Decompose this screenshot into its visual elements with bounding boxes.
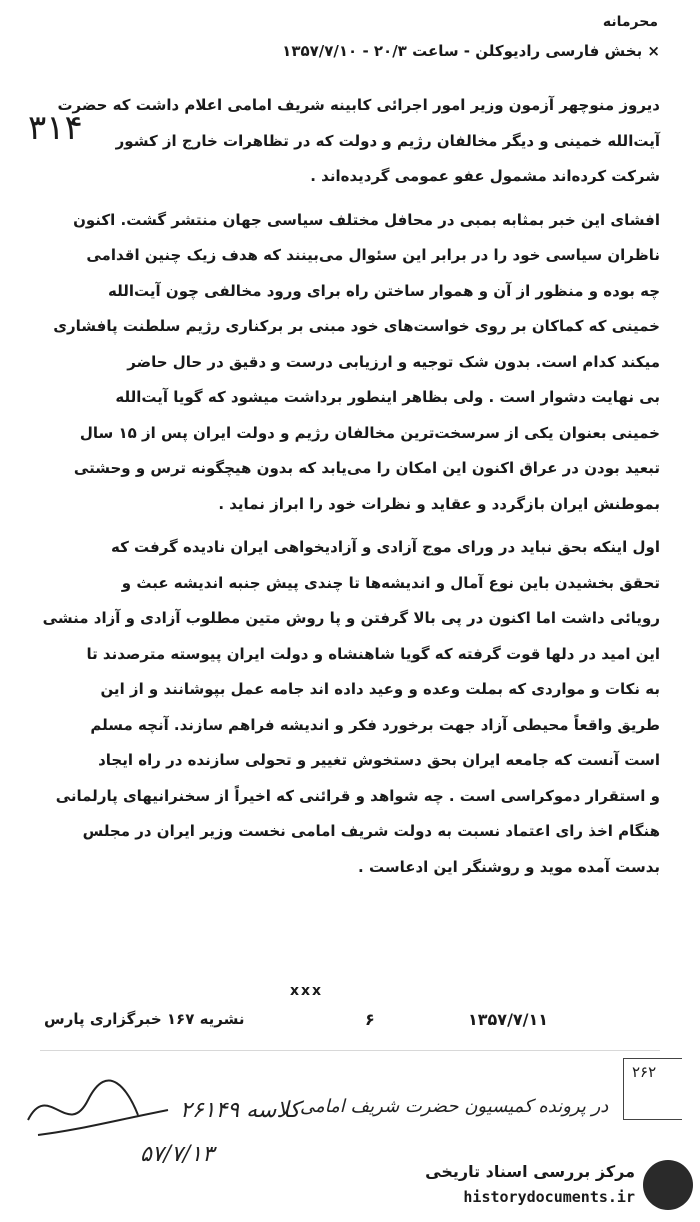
watermark-url: historydocuments.ir — [463, 1188, 635, 1206]
body-line: اول اینکه بحق نباید در ورای موج آزادی و آزادیخواهی ایران نادیده گرفت که — [110, 538, 660, 556]
body-line: بدست آمده موید و روشنگر این ادعاست . — [358, 857, 660, 876]
watermark-title: مرکز بررسی اسناد تاریخی — [425, 1162, 635, 1181]
footer-date: ۱۳۵۷/۷/۱۱ — [468, 1010, 549, 1029]
footer-source: نشریه ۱۶۷ خبرگزاری پارس — [44, 1010, 245, 1028]
archive-watermark — [408, 1160, 693, 1216]
classification-label: محرمانه — [602, 14, 658, 30]
body-line: خمینی که کماکان بر روی خواست‌های خود مبنی بر برکناری رژیم سلطنت پافشاری — [53, 317, 660, 335]
footer-page-number: ۶ — [365, 1010, 375, 1029]
body-line: بی نهایت دشوار است . ولی بظاهر اینطور برداشت میشود که گویا آیت‌الله — [115, 388, 660, 406]
body-line: آیت‌الله خمینی و دیگر مخالفان رژیم و دولت که در تظاهرات خارج از کشور — [115, 131, 660, 150]
body-line: تحقق بخشیدن باین نوع آمال و اندیشه‌ها تا چندی پیش جنبه اندیشه عبث و — [121, 573, 660, 592]
body-line: دیروز منوچهر آزمون وزیر امور اجرائی کابینه شریف امامی اعلام داشت که حضرت — [57, 96, 660, 114]
body-line: افشای این خبر بمثابه بمبی در محافل مختلف سیاسی جهان منتشر گشت. اکنون — [73, 210, 660, 229]
body-line: به نکات و مواردی که بملت وعده و وعید داده اند جامه عمل بپوشانند و از این — [100, 680, 660, 698]
footer-divider — [40, 1050, 660, 1051]
handwritten-date: ۵۷/۷/۱۳ — [140, 1142, 214, 1167]
corner-stamp — [623, 1058, 682, 1120]
body-line: ناظران سیاسی خود را در برابر این سئوال می‌بینند که هدف زیک چنین اقدامی — [86, 246, 660, 264]
body-line: طریق واقعاً محیطی آزاد جهت برخورد فکر و اندیشه فراهم سازند. آنچه مسلم — [90, 715, 660, 734]
body-line: تبعید بودن در عراق اکنون این امکان را می‌یابد که بدون هیچگونه ترس و وحشتی — [73, 459, 660, 477]
body-line: هنگام اخذ رای اعتماد نسبت به دولت شریف امامی نخست وزیر ایران در مجلس — [82, 822, 660, 840]
body-line: رویائی داشت اما اکنون در پی بالا گرفتن و پا روش متین مطلوب آزادی و آزاد منشی — [42, 609, 660, 627]
body-line: و استقرار دموکراسی است . چه شواهد و قرائنی که اخیراً از سخنرانیهای پارلمانی — [55, 786, 660, 805]
body-line: خمینی بعنوان یکی از سرسخت‌ترین مخالفان رژیم و دولت ایران پس از ۱۵ سال — [79, 423, 660, 442]
paragraph-2 — [53, 203, 660, 523]
body-line: میکند کدام است. بدون شک توجیه و ارزیابی درست و دقیق در حال حاضر — [127, 352, 660, 371]
margin-handwritten-code: ۳۱۴ — [28, 108, 83, 148]
body-line: شرکت کرده‌اند مشمول عفو عمومی گردیده‌اند . — [310, 167, 660, 185]
corner-stamp-number: ۲۶۲ — [632, 1063, 657, 1081]
body-line: بموطنش ایران بازگردد و عقاید و نظرات خود را ابراز نماید . — [218, 494, 660, 513]
paragraph-1 — [57, 88, 660, 195]
end-separator: xxx — [290, 983, 324, 999]
handwritten-file-number: کلاسه ۲۶۱۴۹ — [180, 1098, 300, 1123]
body-line: چه بوده و منظور از آن و هموار ساختن راه برای ورود مخالفی چون آیت‌الله — [108, 281, 660, 300]
body-line: است آنست که جامعه ایران بحق دستخوش تغییر و تحولی سازنده در راه ایجاد — [98, 751, 660, 769]
archive-logo-icon — [643, 1160, 693, 1210]
body-line: این امید در دلها قوت گرفته که گویا شاهنشاه و دولت ایران پیوسته مترصدند تا — [86, 644, 660, 663]
handwritten-note: در پرونده کمیسیون حضرت شریف امامی — [300, 1096, 609, 1117]
broadcast-header: × بخش فارسی رادیوکلن - ساعت ۲۰/۳ - ۱۳۵۷/۷/۱۰ — [282, 42, 660, 60]
paragraph-3 — [42, 530, 660, 885]
